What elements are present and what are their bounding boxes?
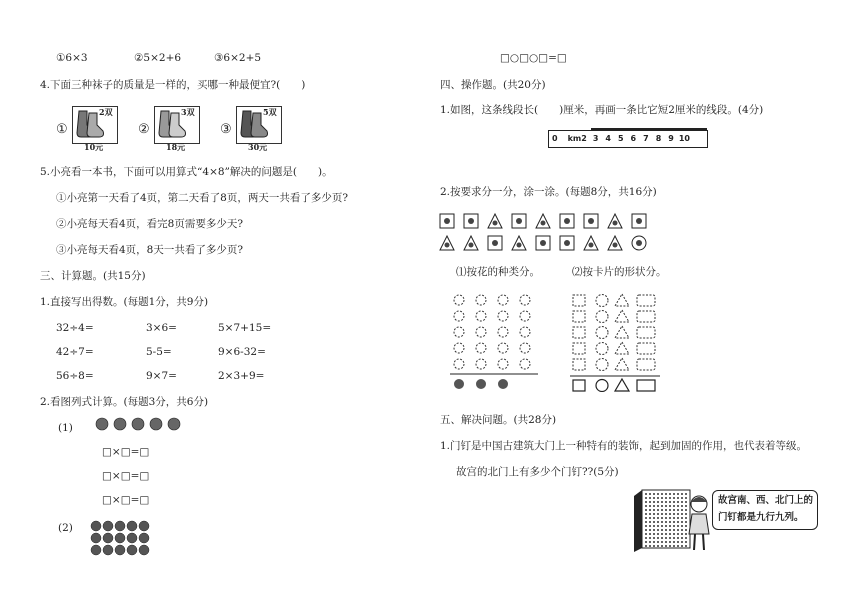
sock-picture-1	[72, 106, 118, 144]
q5-text: 5.小亮看一本书，下面可以用算式“4×8”解决的问题是( )。	[40, 166, 333, 178]
eq-3: □×□=□	[102, 494, 150, 506]
q5-option-2: ②小亮每天看4页，看完8页需要多少天?	[56, 218, 243, 230]
q41-text: 1.如图，这条线段长( )厘米，再画一条比它短2厘米的线段。(4分)	[440, 104, 764, 116]
q4-item2-num: ②	[138, 122, 150, 137]
q4-item1-price: 10元	[84, 142, 104, 152]
top-equation: □○□○□=□	[500, 52, 567, 64]
balls-group-icon	[90, 520, 154, 556]
eq-2: □×□=□	[102, 470, 150, 482]
flower-group-icon	[94, 415, 184, 435]
q4-item3-pairs: 5双	[263, 107, 277, 117]
q3-option-2: ②5×2+6	[134, 52, 182, 64]
eq-1: □×□=□	[102, 446, 150, 458]
section3-title: 三、计算题。(共15分)	[40, 270, 146, 282]
calc-r2c3: 9×6-32=	[218, 346, 266, 358]
q4-item1-pairs: 2双	[99, 107, 113, 117]
q3-option-1: ①6×3	[56, 52, 88, 64]
q42-sub1: ⑴按花的种类分。	[456, 266, 540, 278]
girl-figure-icon	[686, 494, 712, 552]
q4-text: 4.下面三种袜子的质量是一样的，买哪一种最便宜?( )	[40, 79, 306, 91]
q51-line1: 1.门钉是中国古建筑大门上一种特有的装饰，起到加固的作用，也代表着等级。	[440, 440, 808, 452]
shape-sort-grid	[570, 292, 670, 392]
q32-text: 2.看图列式计算。(每题3分，共6分)	[40, 396, 209, 408]
q42-sub2: ⑵按卡片的形状分。	[572, 266, 667, 278]
calc-r1c1: 32÷4=	[56, 322, 94, 334]
q5-option-3: ③小亮每天看4页，8天一共看了多少页?	[56, 244, 243, 256]
q51-line2: 故宫的北门上有多少个门钉??(5分)	[456, 466, 619, 478]
ruler-label-10: 10	[678, 134, 690, 143]
q4-item2-price: 18元	[166, 142, 186, 152]
calc-r3c3: 2×3+9=	[218, 370, 265, 382]
flower-cards-icon	[438, 212, 668, 256]
sock-picture-2	[154, 106, 200, 144]
ruler-label-8: 8	[655, 134, 662, 143]
q31-text: 1.直接写出得数。(每题1分，共9分)	[40, 296, 209, 308]
ruler-label-5: 5	[617, 134, 624, 143]
q32-part2-label: (2)	[58, 522, 73, 534]
ruler-label-4: 4	[605, 134, 611, 143]
bubble-line-1: 故宫南、西、北门上的	[718, 495, 814, 506]
calc-r2c2: 5-5=	[146, 346, 172, 358]
calc-r2c1: 42÷7=	[56, 346, 94, 358]
q5-option-1: ①小亮第一天看了4页，第二天看了8页，两天一共看了多少页?	[56, 192, 348, 204]
sock-picture-3	[236, 106, 282, 144]
ruler-label-0: 0	[552, 134, 558, 143]
ruler	[548, 130, 708, 148]
ruler-label-3: 3	[592, 134, 599, 143]
calc-r1c2: 3×6=	[146, 322, 177, 334]
calc-r3c2: 9×7=	[146, 370, 177, 382]
q32-part1-label: (1)	[58, 422, 73, 434]
calc-r1c3: 5×7+15=	[218, 322, 272, 334]
q4-item3-price: 30元	[248, 142, 268, 152]
ruler-label-7: 7	[643, 134, 649, 143]
line-segment	[591, 128, 707, 131]
calc-r3c1: 56÷8=	[56, 370, 94, 382]
flower-sort-grid	[450, 292, 540, 392]
ruler-label-6: 6	[630, 134, 637, 143]
q3-option-3: ③6×2+5	[214, 52, 262, 64]
door-nails-picture	[632, 488, 692, 554]
q42-text: 2.按要求分一分，涂一涂。(每题8分，共16分)	[440, 186, 657, 198]
ruler-label-9: 9	[668, 134, 674, 143]
q4-item1-num: ①	[56, 122, 68, 137]
section4-title: 四、操作题。(共20分)	[440, 79, 546, 91]
bubble-line-2: 门钉都是九行九列。	[718, 512, 804, 523]
ruler-label-km2: km2	[567, 134, 587, 143]
q4-item3-num: ③	[220, 122, 232, 137]
section5-title: 五、解决问题。(共28分)	[440, 414, 557, 426]
q4-item2-pairs: 3双	[181, 107, 195, 117]
speech-bubble	[712, 490, 818, 530]
